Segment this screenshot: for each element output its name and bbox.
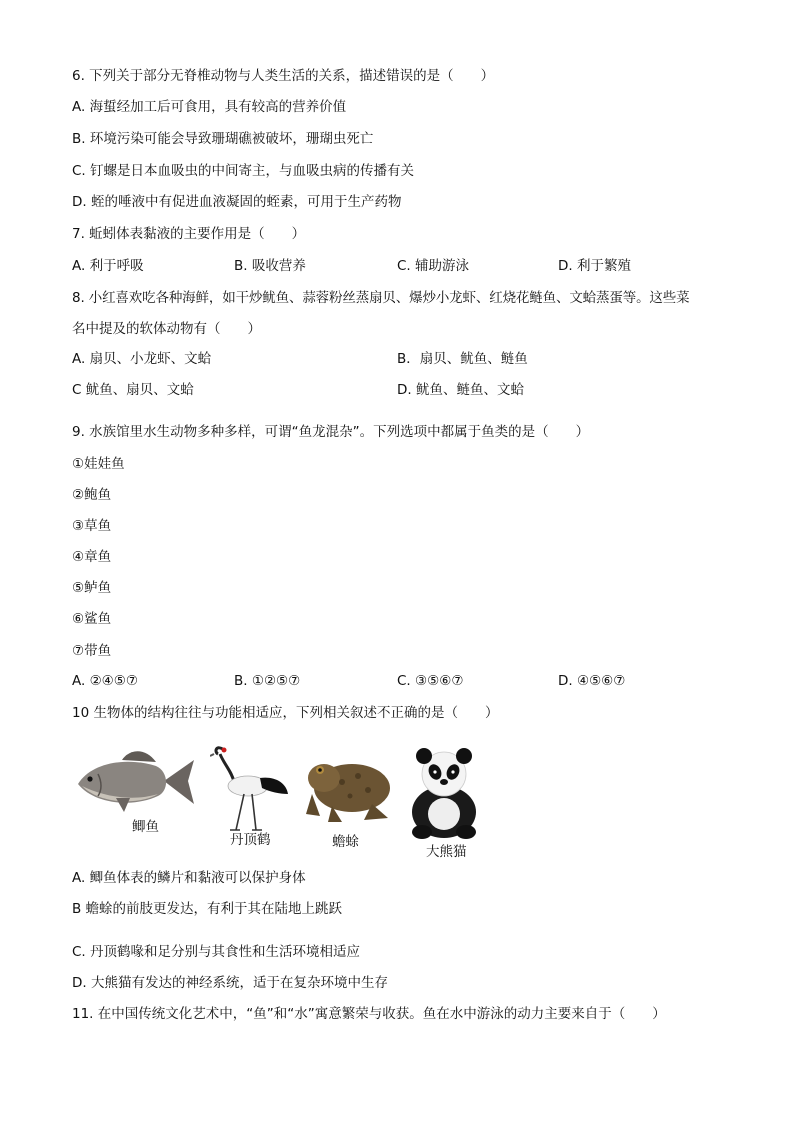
q8-option-c: C 鱿鱼、扇贝、文蛤 [72, 382, 194, 398]
q10-option-b: B 蟾蜍的前肢更发达，有利于其在陆地上跳跃 [72, 901, 343, 917]
crane-image [210, 742, 294, 834]
q7-option-c: C. 辅助游泳 [397, 258, 470, 274]
q9-item-5: ⑤鲈鱼 [72, 580, 112, 596]
q9-item-1: ①娃娃鱼 [72, 456, 125, 472]
q6-stem: 6. 下列关于部分无脊椎动物与人类生活的关系，描述错误的是（ ） [72, 68, 495, 84]
carp-image [72, 746, 196, 816]
q11-stem: 11. 在中国传统文化艺术中，“鱼”和“水”寓意繁荣与收获。鱼在水中游泳的动力主要来自于（ ） [72, 1006, 666, 1022]
q9-option-a: A. ②④⑤⑦ [72, 673, 138, 689]
q9-option-b: B. ①②⑤⑦ [234, 673, 301, 689]
q9-item-7: ⑦带鱼 [72, 643, 112, 659]
q9-stem: 9. 水族馆里水生动物多种多样，可谓“鱼龙混杂”。下列选项中都属于鱼类的是（ ） [72, 424, 590, 440]
crane-caption: 丹顶鹤 [230, 832, 271, 848]
animals-figure [70, 740, 490, 865]
q8-option-a: A. 扇贝、小龙虾、文蛤 [72, 351, 212, 367]
q6-option-b: B. 环境污染可能会导致珊瑚礁被破坏，珊瑚虫死亡 [72, 131, 374, 147]
q10-option-a: A. 鲫鱼体表的鳞片和黏液可以保护身体 [72, 870, 306, 886]
panda-image [408, 748, 480, 840]
q6-option-a: A. 海蜇经加工后可食用，具有较高的营养价值 [72, 99, 347, 115]
toad-caption: 蟾蜍 [332, 834, 359, 850]
q10-option-c: C. 丹顶鹤喙和足分别与其食性和生活环境相适应 [72, 944, 361, 960]
q9-option-c: C. ③⑤⑥⑦ [397, 673, 464, 689]
q7-option-a: A. 利于呼吸 [72, 258, 144, 274]
q9-option-d: D. ④⑤⑥⑦ [558, 673, 626, 689]
q7-option-b: B. 吸收营养 [234, 258, 306, 274]
q8-stem-line2: 名中提及的软体动物有（ ） [72, 321, 261, 337]
q8-option-b: B．扇贝、鱿鱼、鲢鱼 [397, 351, 528, 367]
q10-stem: 10 生物体的结构往往与功能相适应，下列相关叙述不正确的是（ ） [72, 705, 499, 721]
q9-item-2: ②鲍鱼 [72, 487, 112, 503]
q6-option-d: D. 蛭的唾液中有促进血液凝固的蛭素，可用于生产药物 [72, 194, 402, 210]
q6-option-c: C. 钉螺是日本血吸虫的中间寄主，与血吸虫病的传播有关 [72, 163, 415, 179]
carp-caption: 鲫鱼 [132, 819, 159, 835]
q7-option-d: D. 利于繁殖 [558, 258, 631, 274]
q8-option-d: D. 鱿鱼、鲢鱼、文蛤 [397, 382, 524, 398]
toad-image [302, 748, 394, 826]
q7-stem: 7. 蚯蚓体表黏液的主要作用是（ ） [72, 226, 306, 242]
panda-caption: 大熊猫 [426, 844, 467, 860]
q9-item-4: ④章鱼 [72, 549, 112, 565]
q9-item-3: ③草鱼 [72, 518, 112, 534]
q8-stem-line1: 8. 小红喜欢吃各种海鲜，如干炒鱿鱼、蒜蓉粉丝蒸扇贝、爆炒小龙虾、红烧花鲢鱼、文蛤蒸蛋等。这些菜 [72, 290, 690, 306]
q10-option-d: D. 大熊猫有发达的神经系统，适于在复杂环境中生存 [72, 975, 388, 991]
q9-item-6: ⑥鲨鱼 [72, 611, 112, 627]
